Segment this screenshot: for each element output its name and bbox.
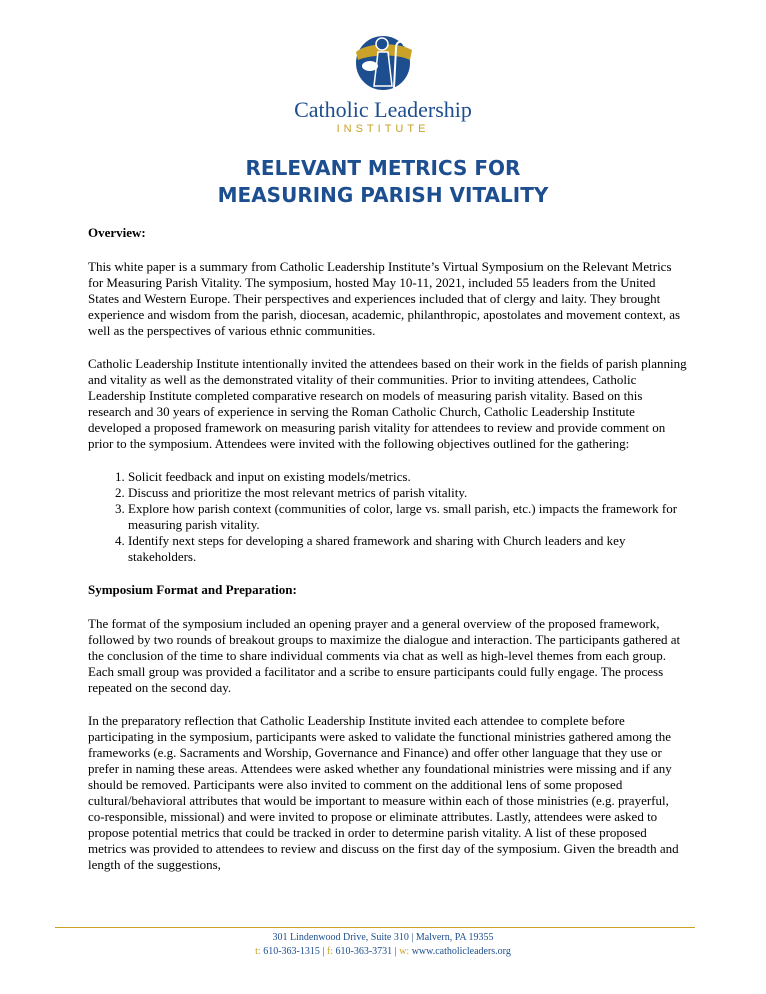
document-body xyxy=(88,225,688,890)
web-label: w: xyxy=(399,946,410,957)
paragraph-3: The format of the symposium included an opening prayer and a general overview of the proposed framework, followed by two rounds of breakout groups to maximize the dialogue and interaction. The participants gathered at the conclusion of the time to share individual comments via chat as well as high-level themes from each group. Each small group was provided a facilitator and a scribe to ensure participants could fully engage. The process repeated on the second day. xyxy=(88,616,681,695)
list-item: 1. Solicit feedback and input on existing models/metrics. xyxy=(128,469,688,485)
page-title xyxy=(0,155,766,209)
footer-divider xyxy=(55,927,695,928)
title-line-2: MEASURING PARISH VITALITY xyxy=(217,183,549,207)
phone-number: 610-363-1315 xyxy=(263,946,320,957)
fax-label: f: xyxy=(326,946,334,957)
footer-contact xyxy=(0,945,766,959)
title-line-1: RELEVANT METRICS FOR xyxy=(245,156,521,180)
paragraph-2: Catholic Leadership Institute intentionally invited the attendees based on their work in the fields of parish planning and vitality as well as the demonstrated vitality of their communities. Prior to inviting attendees, Catholic Leadership Institute completed comparative research on models of measuring parish vitality. Based on this research and 30 years of experience in serving the Roman Catholic Church, Catholic Leadership Institute developed a proposed framework on measuring parish vitality for attendees to review and provide comment on prior to the symposium. Attendees were invited with the following objectives outlined for the gathering: xyxy=(88,356,687,451)
paragraph-1: This white paper is a summary from Catholic Leadership Institute’s Virtual Symposium on the Relevant Metrics for Measuring Parish Vitality. The symposium, hosted May 10-11, 2021, included 55 leaders from the United States and Western Europe. Their perspectives and experiences included that of clergy and laity. They brought experience and wisdom from the parish, diocesan, academic, philanthropic, apostolates and movement context, as well as the perspectives of various ethnic communities. xyxy=(88,259,681,338)
logo-subtitle: INSTITUTE xyxy=(336,123,430,135)
separator: | xyxy=(322,946,325,957)
logo-name: Catholic Leadership xyxy=(294,97,472,122)
logo xyxy=(0,30,766,136)
overview-heading: Overview: xyxy=(88,225,146,240)
list-item: 4. Identify next steps for developing a shared framework and sharing with Church leaders and key stakeholders. xyxy=(128,533,688,565)
separator: | xyxy=(394,946,397,957)
phone-label: t: xyxy=(255,946,261,957)
list-item: 2. Discuss and prioritize the most relevant metrics of parish vitality. xyxy=(128,485,688,501)
paragraph-4: In the preparatory reflection that Catholic Leadership Institute invited each attendee to complete before participating in the symposium, participants were asked to validate the functional ministries gathered among the frameworks (e.g. Sacraments and Worship, Governance and Finance) and offer other language that they use or prefer in naming these areas. Attendees were asked whether any foundational ministries were missing and if any should be removed. Participants were also invited to comment on the additional lens of some proposed cultural/behavioral attributes that would be important to measure within each of those ministries (e.g. prayerful, co-responsible, missional) and were invited to propose or eliminate attributes. Lastly, attendees were asked to propose potential metrics that could be tracked in order to determine parish vitality. A list of these proposed metrics was provided to attendees to review and discuss on the first day of the symposium. Given the breadth and length of the suggestions, xyxy=(88,713,679,872)
list-item: 3. Explore how parish context (communities of color, large vs. small parish, etc.) impacts the framework for measuring parish vitality. xyxy=(128,501,688,533)
format-heading: Symposium Format and Preparation: xyxy=(88,582,297,597)
footer xyxy=(0,931,766,959)
website-link[interactable]: www.catholicleaders.org xyxy=(411,946,511,957)
footer-address: 301 Lindenwood Drive, Suite 310 | Malvern, PA 19355 xyxy=(272,932,494,943)
fax-number: 610-363-3731 xyxy=(335,946,393,957)
objectives-list xyxy=(88,469,688,565)
shepherd-logo-icon xyxy=(348,30,418,92)
